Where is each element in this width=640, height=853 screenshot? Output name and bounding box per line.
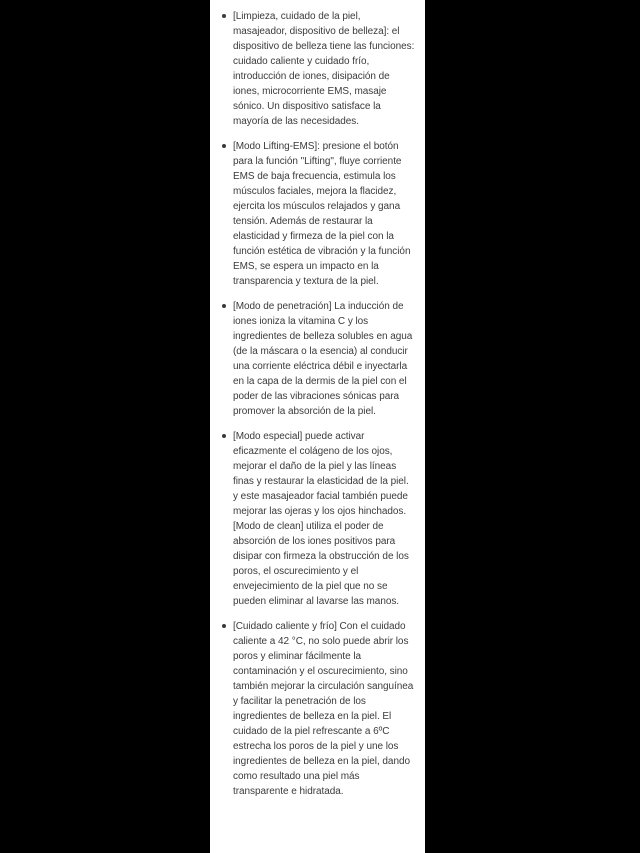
feature-bullet-item <box>233 299 415 419</box>
bullet-icon <box>222 144 226 148</box>
bullet-icon <box>222 304 226 308</box>
feature-bullet-item <box>233 139 415 289</box>
feature-bullets-list <box>210 0 425 799</box>
feature-bullet-item <box>233 9 415 129</box>
bullet-icon <box>222 434 226 438</box>
feature-bullet-text: [Modo especial] puede activar eficazmente el colágeno de los ojos, mejorar el daño de la piel y las líneas finas y restaurar la elasticidad de la piel. y este masajeador facial también puede mejorar las ojeras y los ojos hinchados.[Modo de clean] utiliza el poder de absorción de los iones positivos para disipar con firmeza la obstrucción de los poros, el oscurecimiento y el envejecimiento de la piel que no se pueden eliminar al lavarse las manos. <box>233 431 409 607</box>
feature-bullet-text: [Modo de penetración] La inducción de iones ioniza la vitamina C y los ingredientes de belleza solubles en agua (de la máscara o la esencia) al conducir una corriente eléctrica débil e inyectarla en la capa de la dermis de la piel con el poder de las vibraciones sónicas para promover la absorción de la piel. <box>233 301 413 417</box>
feature-bullet-item <box>233 619 415 799</box>
feature-bullet-text: [Modo Lifting-EMS]: presione el botón para la función "Lifting", fluye corriente EMS de baja frecuencia, estimula los músculos faciales, mejora la flacidez, ejercita los músculos relajados y gana tensión. Además de restaurar la elasticidad y firmeza de la piel con la función estética de vibración y la función EMS, se espera un impacto en la transparencia y textura de la piel. <box>233 141 411 287</box>
feature-bullet-text: [Cuidado caliente y frío] Con el cuidado caliente a 42 °C, no solo puede abrir los poros y eliminar fácilmente la contaminación y el oscurecimiento, sino también mejorar la circulación sanguínea y facilitar la penetración de los ingredientes de belleza en la piel. El cuidado de la piel refrescante a 6ºC estrecha los poros de la piel y une los ingredientes de belleza en la piel, dando como resultado una piel más transparente e hidratada. <box>233 621 414 797</box>
bullet-icon <box>222 624 226 628</box>
feature-bullet-item <box>233 429 415 609</box>
bullet-icon <box>222 14 226 18</box>
left-letterbox <box>0 0 210 853</box>
product-description-panel <box>210 0 425 853</box>
feature-bullet-text: [Limpieza, cuidado de la piel, masajeador, dispositivo de belleza]: el dispositivo de belleza tiene las funciones: cuidado caliente y cuidado frío, introducción de iones, disipación de iones, microcorriente EMS, masaje sónico. Un dispositivo satisface la mayoría de las necesidades. <box>233 11 415 127</box>
right-letterbox <box>425 0 640 853</box>
